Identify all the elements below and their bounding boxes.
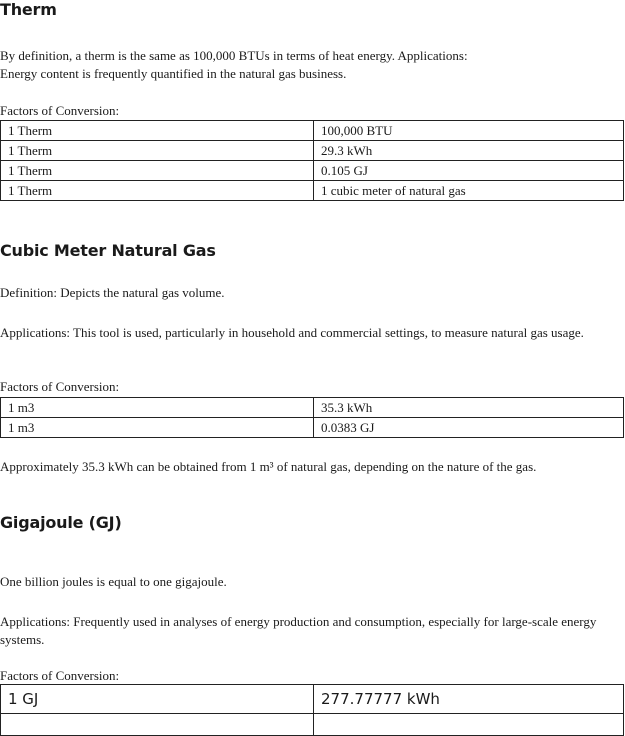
table-row: [1, 714, 624, 736]
table-cell: [314, 714, 624, 736]
table-cell: 0.105 GJ: [314, 161, 624, 181]
table-row: [1, 181, 624, 201]
therm-conversion-table: [0, 120, 624, 201]
cubic-meter-factors-label: Factors of Conversion:: [0, 379, 120, 394]
table-cell: 1 m3: [1, 418, 314, 438]
table-cell: 1 Therm: [1, 141, 314, 161]
table-cell: 1 Therm: [1, 181, 314, 201]
gigajoule-heading: Gigajoule (GJ): [0, 513, 122, 532]
table-row: [1, 141, 624, 161]
gigajoule-definition: One billion joules is equal to one gigajoule.: [0, 574, 227, 589]
table-row: [1, 161, 624, 181]
table-row: [1, 121, 624, 141]
table-cell: 1 Therm: [1, 121, 314, 141]
table-row: [1, 685, 624, 714]
table-cell: 277.77777 kWh: [314, 685, 624, 714]
gigajoule-conversion-table: [0, 684, 624, 736]
cubic-meter-heading: Cubic Meter Natural Gas: [0, 241, 216, 260]
therm-paragraph-line2: Energy content is frequently quantified in the natural gas business.: [0, 66, 347, 81]
therm-factors-label: Factors of Conversion:: [0, 103, 120, 118]
cubic-meter-note: Approximately 35.3 kWh can be obtained from 1 m³ of natural gas, depending on the nature of the gas.: [0, 459, 537, 474]
table-cell: 35.3 kWh: [314, 398, 624, 418]
cubic-meter-applications: Applications: This tool is used, particularly in household and commercial settings, to measure natural gas usage.: [0, 325, 584, 340]
table-cell: [1, 714, 314, 736]
table-row: [1, 418, 624, 438]
cubic-meter-conversion-table: [0, 397, 624, 438]
table-cell: 1 cubic meter of natural gas: [314, 181, 624, 201]
table-cell: 0.0383 GJ: [314, 418, 624, 438]
therm-heading: Therm: [0, 0, 57, 19]
therm-paragraph-line1: By definition, a therm is the same as 100,000 BTUs in terms of heat energy. Applications:: [0, 48, 468, 63]
table-cell: 1 Therm: [1, 161, 314, 181]
cubic-meter-definition: Definition: Depicts the natural gas volume.: [0, 285, 225, 300]
table-cell: 100,000 BTU: [314, 121, 624, 141]
table-cell: 1 GJ: [1, 685, 314, 714]
table-cell: 29.3 kWh: [314, 141, 624, 161]
table-row: [1, 398, 624, 418]
table-cell: 1 m3: [1, 398, 314, 418]
gigajoule-factors-label: Factors of Conversion:: [0, 668, 120, 683]
gigajoule-applications: Applications: Frequently used in analyses of energy production and consumption, especially for large-scale energy systems.: [0, 614, 597, 647]
